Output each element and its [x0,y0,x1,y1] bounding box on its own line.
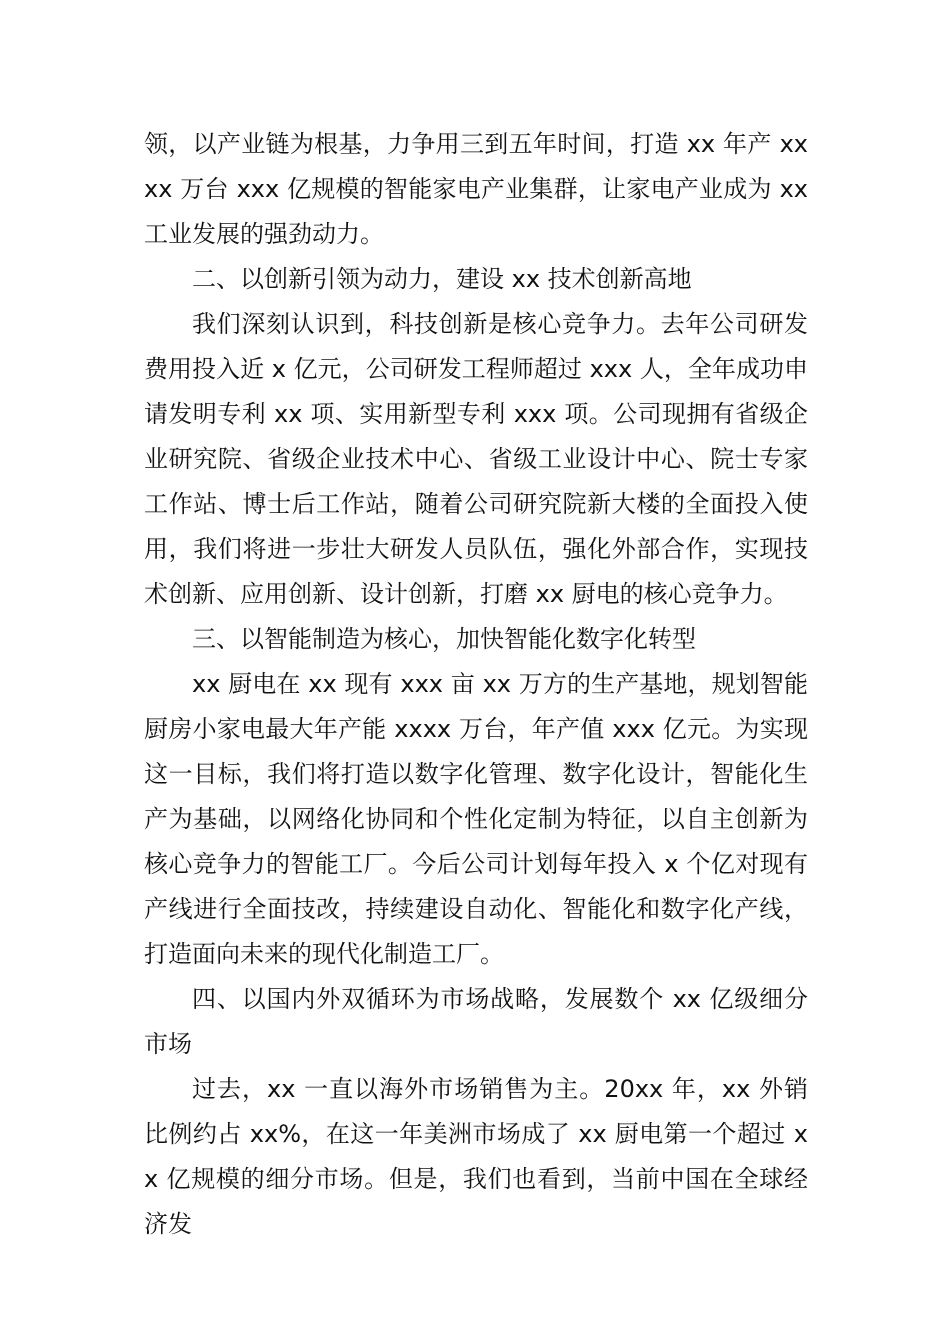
section-heading-market: 四、以国内外双循环为市场战略，发展数个 xx 亿级细分市场 [144,985,808,1058]
paragraph-continuation: 领，以产业链为根基，力争用三到五年时间，打造 xx 年产 xxxx 万台 xxx 亿规模的智能家电产业集群，让家电产业成为 xx 工业发展的强劲动力。 [144,130,808,248]
document-body [144,122,808,1247]
paragraph-market: 过去，xx 一直以海外市场销售为主。20xx 年，xx 外销比例约占 xx%，在这一年美洲市场成了 xx 厨电第一个超过 xx 亿规模的细分市场。但是，我们也看到，当前中国在全球经济发 [144,1075,808,1238]
paragraph-innovation: 我们深刻认识到，科技创新是核心竞争力。去年公司研发费用投入近 x 亿元，公司研发工程师超过 xxx 人，全年成功申请发明专利 xx 项、实用新型专利 xxx 项。公司现拥有省级企业研究院、省级企业技术中心、省级工业设计中心、院士专家工作站、博士后工作站，随着公司研究院新大楼的全面投入使用，我们将进一步壮大研发人员队伍，强化外部合作，实现技术创新、应用创新、设计创新，打磨 xx 厨电的核心竞争力。 [144,310,808,608]
section-heading-manufacturing: 三、以智能制造为核心，加快智能化数字化转型 [192,625,696,653]
paragraph-manufacturing: xx 厨电在 xx 现有 xxx 亩 xx 万方的生产基地，规划智能厨房小家电最大年产能 xxxx 万台，年产值 xxx 亿元。为实现这一目标，我们将打造以数字化管理、数字化设计，智能化生产为基础，以网络化协同和个性化定制为特征，以自主创新为核心竞争力的智能工厂。今后公司计划每年投入 x 个亿对现有产线进行全面技改，持续建设自动化、智能化和数字化产线，打造面向未来的现代化制造工厂。 [144,670,808,968]
section-heading-innovation: 二、以创新引领为动力，建设 xx 技术创新高地 [192,265,692,293]
